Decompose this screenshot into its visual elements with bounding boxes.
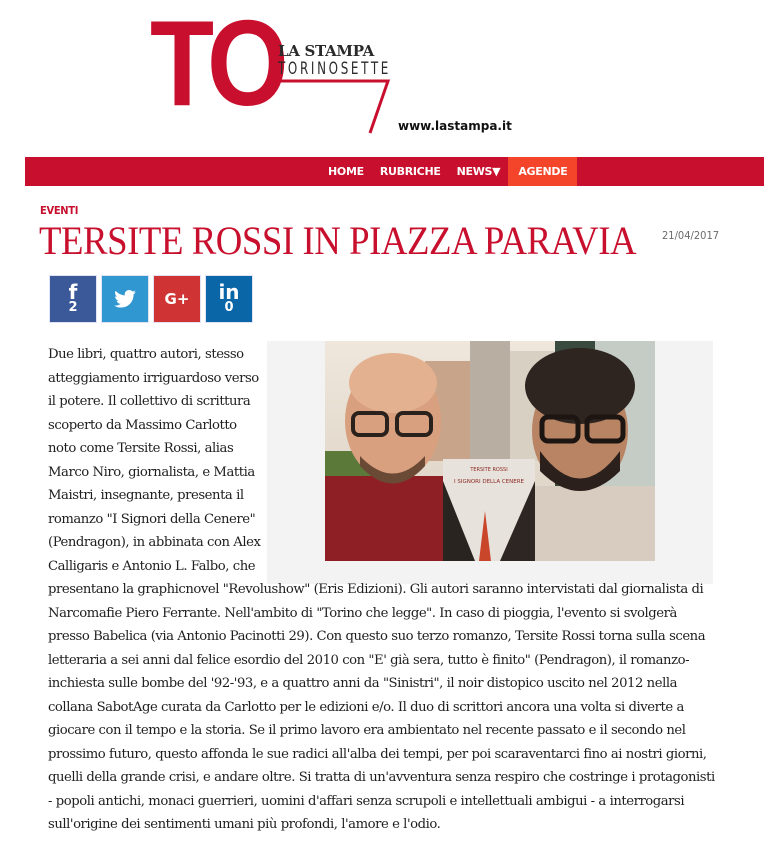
facebook-icon: f bbox=[68, 280, 78, 304]
article-category[interactable]: EVENTI bbox=[40, 204, 79, 217]
book-title: I SIGNORI DELLA CENERE bbox=[453, 479, 525, 485]
logo-brand: LA STAMPA bbox=[278, 42, 374, 60]
facebook-share-count: 2 bbox=[68, 300, 78, 315]
main-nav bbox=[25, 157, 764, 186]
logo-mark: TO bbox=[150, 0, 284, 131]
google-plus-icon: G+ bbox=[164, 290, 190, 308]
linkedin-share-button[interactable] bbox=[206, 276, 252, 322]
google-plus-share-button[interactable] bbox=[154, 276, 200, 322]
twitter-share-button[interactable] bbox=[102, 276, 148, 322]
twitter-icon bbox=[114, 290, 136, 308]
site-url-link[interactable]: www.lastampa.it bbox=[398, 119, 512, 133]
nav-item-home[interactable]: HOME bbox=[328, 165, 364, 178]
facebook-share-button[interactable] bbox=[50, 276, 96, 322]
share-buttons bbox=[50, 276, 252, 322]
book-author: TERSITE ROSSI bbox=[470, 467, 508, 473]
article-body bbox=[48, 343, 718, 837]
linkedin-share-count: 0 bbox=[224, 300, 234, 315]
linkedin-icon: in bbox=[218, 280, 240, 304]
logo-section: TORINOSETTE bbox=[278, 59, 391, 79]
article-body-text: Due libri, quattro autori, stesso atteggiamento irriguardoso verso il potere. Il collettivo di scrittura scoperto da Massimo Carlotto noto come Tersite Rossi, alias Marco Niro, giornalista, e Mattia Maistri, insegnante, presenta il romanzo "I Signori della Cenere" (Pendragon), in abbinata con Alex Calligaris e Antonio L. Falbo, che presentano la graphicnovel "Revolushow" (Eris Edizioni). Gli autori saranno intervistati dal giornalista di Narcomafie Piero Ferrante. Nell'ambito di "Torino che legge". In caso di pioggia, l'evento si svolgerà presso Babelica (via Antonio Pacinotti 29). Con questo suo terzo romanzo, Tersite Rossi torna sulla scena letteraria a sei anni dal felice esordio del 2010 con "E' già sera, tutto è finito" (Pendragon), il romanzo-inchiesta sulle bombe del '92-'93, e a quattro anni da "Sinistri", il noir distopico uscito nel 2012 nella collana SabotAge curata da Carlotto per le edizioni e/o. Il duo di scrittori ancora una volta si diverte a giocare con il tempo e la storia. Se il primo lavoro era ambientato nel recente passato e il secondo nel prossimo futuro, questo affonda le sue radici all'alba dei tempi, per poi scaraventarci fino ai nostri giorni, quelli della grande crisi, e andare oltre. Si tratta di un'avventura senza respiro che costringe i protagonisti - popoli antichi, monaci guerrieri, uomini d'affari senza scrupoli e intellettuali ambigui - a interrogarsi sull'origine dei sentimenti umani più profondi, l'amore e l'odio. bbox=[48, 347, 715, 832]
nav-item-rubriche[interactable]: RUBRICHE bbox=[379, 165, 441, 178]
article-date: 21/04/2017 bbox=[662, 229, 720, 242]
article-title: TERSITE ROSSI IN PIAZZA PARAVIA bbox=[39, 218, 637, 263]
site-logo[interactable] bbox=[0, 0, 765, 150]
nav-item-agende[interactable]: AGENDE bbox=[508, 157, 577, 186]
nav-item-news[interactable]: NEWS▼ bbox=[456, 165, 501, 178]
